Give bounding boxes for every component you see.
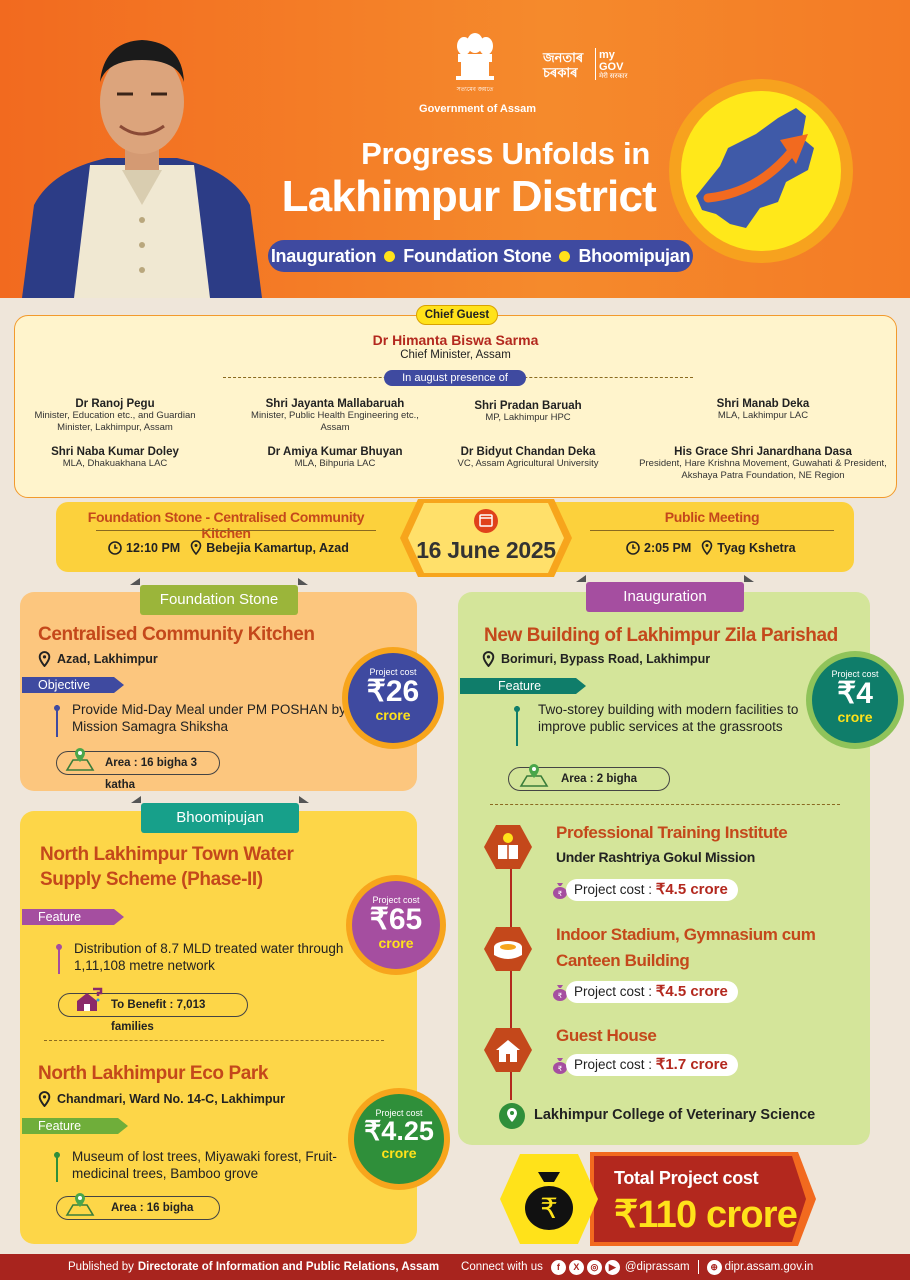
water-tap-home-icon <box>73 985 105 1013</box>
cost-unit: crore <box>378 935 414 951</box>
dot-separator-icon <box>559 251 570 262</box>
inaugurated-item-title-line: Indoor Stadium, Gymnasium cum <box>556 925 816 944</box>
bhoomipujan-tab: Bhoomipujan <box>141 803 299 833</box>
guest-role: President, Hare Krishna Movement, Guwahati & President, Akshaya Patra Foundation, NE Region <box>639 458 887 481</box>
schedule-right-time: 2:05 PM <box>644 540 692 555</box>
bullet-marker <box>516 706 518 746</box>
project-title: New Building of Lakhimpur Zila Parishad <box>484 625 838 646</box>
divider <box>698 1260 699 1274</box>
inauguration-tab: Inauguration <box>586 582 744 612</box>
schedule-right-place: Tyag Kshetra <box>717 540 796 555</box>
area-text: Area : 2 bigha <box>561 773 638 785</box>
schedule-right-info <box>626 540 796 555</box>
map-pin-icon <box>65 746 95 772</box>
cost-label: Project cost <box>375 1108 423 1118</box>
guest-house-icon <box>484 1028 532 1072</box>
mygov-tagline: मेरी सरकार <box>599 73 628 80</box>
objective-flag: Objective <box>22 677 114 693</box>
chief-guest-role: Chief Minister, Assam <box>400 349 511 361</box>
dot-separator-icon <box>384 251 395 262</box>
project-title-line: Supply Scheme (Phase-II) <box>40 869 263 890</box>
x-icon[interactable]: X <box>569 1260 584 1275</box>
national-emblem-icon <box>450 30 500 94</box>
location-pin-icon <box>38 651 51 667</box>
chief-guest-tag: Chief Guest <box>416 305 498 325</box>
schedule-left-info <box>108 540 349 555</box>
chief-guest-name: Dr Himanta Biswa Sarma <box>372 332 539 348</box>
area-text: Area : 16 bigha 3 katha <box>105 757 198 791</box>
cost-amount: ₹65 <box>369 903 423 936</box>
location-text: Chandmari, Ward No. 14-C, Lakhimpur <box>57 1092 286 1106</box>
cost-label: Project cost <box>372 895 420 905</box>
guest-item <box>670 398 856 422</box>
stadium-icon <box>484 927 532 971</box>
cost-amount: ₹26 <box>366 675 420 708</box>
benefit-text: To Benefit : 7,013 families <box>111 999 206 1033</box>
project-cost-badge <box>812 657 898 743</box>
location-pin-icon <box>701 540 713 555</box>
svg-text:₹: ₹ <box>557 1066 563 1073</box>
guest-role: Minister, Public Health Engineering etc., Assam <box>251 410 419 433</box>
foundation-stone-tab: Foundation Stone <box>140 585 298 615</box>
guest-item <box>448 400 608 424</box>
project-cost-badge <box>354 1094 444 1184</box>
mygov-brand: my GOV <box>599 49 624 73</box>
cost-label: Project cost : <box>574 984 656 999</box>
cost-label: Project cost <box>369 667 417 677</box>
cost-label: Project cost <box>831 669 879 679</box>
cost-label: Project cost : <box>574 1057 656 1072</box>
schedule-left-place: Bebejia Kamartup, Azad <box>206 540 349 555</box>
guest-name: Dr Amiya Kumar Bhuyan <box>267 446 403 458</box>
clock-icon <box>626 541 640 555</box>
cost-unit: crore <box>381 1145 417 1161</box>
svg-text:₹: ₹ <box>557 891 563 898</box>
guest-name: His Grace Shri Janardhana Dasa <box>674 446 852 458</box>
inaugurated-item-cost <box>566 981 738 1003</box>
cost-unit: crore <box>375 707 411 723</box>
project-title <box>40 842 294 892</box>
inaugurated-item-title: Guest House <box>556 1026 657 1045</box>
feature-flag: Feature <box>22 1118 118 1134</box>
project-title: North Lakhimpur Eco Park <box>38 1063 269 1084</box>
location-pin-circle-icon <box>498 1102 526 1130</box>
cost-value: ₹4.5 crore <box>655 881 728 898</box>
guest-role: Minister, Education etc., and Guardian Minister, Lakhimpur, Assam <box>34 410 196 433</box>
project-title: Centralised Community Kitchen <box>38 624 315 645</box>
publisher-name: Directorate of Information and Public Relations, Assam <box>137 1261 440 1273</box>
divider <box>44 1040 384 1041</box>
website-link[interactable]: dipr.assam.gov.in <box>724 1261 814 1273</box>
location-pin-icon <box>190 540 202 555</box>
bullet-marker <box>56 705 58 737</box>
training-institute-icon <box>484 825 532 869</box>
pill-item: Foundation Stone <box>403 245 552 266</box>
clock-icon <box>108 541 122 555</box>
guest-item <box>22 446 208 470</box>
area-text: Area : 16 bigha <box>111 1202 194 1214</box>
divider <box>490 804 840 805</box>
guest-role: MLA, Bihpuria LAC <box>294 458 376 469</box>
globe-icon: ⊕ <box>707 1260 722 1275</box>
emblem-motto: সত্যমেব জয়তে <box>456 87 494 93</box>
cost-amount: ₹4 <box>837 677 873 710</box>
divider <box>96 530 376 531</box>
guest-name: Shri Manab Deka <box>716 398 810 410</box>
location-pin-icon <box>482 651 495 667</box>
inaugurated-item-title <box>556 922 816 974</box>
connect-label: Connect with us <box>461 1261 543 1273</box>
mygov-line-1: জনতাৰ <box>543 50 584 65</box>
mygov-logo <box>543 48 633 84</box>
benefit-badge <box>58 993 248 1033</box>
feature-flag: Feature <box>22 909 114 925</box>
guest-item <box>636 446 890 482</box>
svg-text:₹: ₹ <box>557 993 563 1000</box>
pill-item: Bhoomipujan <box>578 245 691 266</box>
youtube-icon[interactable]: ▶ <box>605 1260 620 1275</box>
facebook-icon[interactable]: f <box>551 1260 566 1275</box>
project-location <box>38 651 158 667</box>
guest-name: Shri Naba Kumar Doley <box>51 446 179 458</box>
area-badge <box>56 1196 220 1220</box>
cost-unit: crore <box>837 709 873 725</box>
guest-role: VC, Assam Agricultural University <box>457 458 599 469</box>
project-location <box>38 1091 285 1107</box>
total-cost-amount: ₹110 crore <box>614 1194 798 1236</box>
inaugurated-item-cost <box>566 1054 738 1076</box>
presence-tag: In august presence of <box>384 370 526 386</box>
schedule-left-title: Foundation Stone - Centralised Community Kitchen <box>87 509 365 541</box>
cost-amount: ₹4.25 <box>364 1116 434 1146</box>
schedule-right-title: Public Meeting <box>664 509 760 525</box>
guest-item <box>22 398 208 434</box>
pill-item: Inauguration <box>270 245 377 266</box>
guest-name: Shri Jayanta Mallabaruah <box>265 398 405 410</box>
project-location <box>482 651 710 667</box>
total-cost-label: Total Project cost <box>614 1168 759 1188</box>
map-pin-icon <box>519 762 549 788</box>
title-line-1: Progress Unfolds in <box>361 136 650 171</box>
project-description: Distribution of 8.7 MLD treated water through 1,11,108 metre network <box>74 941 344 973</box>
divider <box>590 530 834 531</box>
svg-text:₹: ₹ <box>540 1192 558 1225</box>
government-label: Government of Assam <box>419 103 536 115</box>
bullet-marker <box>56 1152 58 1182</box>
title-line-2: Lakhimpur District <box>281 172 656 221</box>
project-description: Two-storey building with modern facilities to improve public services at the grassroots <box>538 702 799 734</box>
inaugurated-item-title-line: Canteen Building <box>556 951 690 970</box>
inaugurated-item-title: Professional Training Institute <box>556 823 788 842</box>
guest-name: Dr Bidyut Chandan Deka <box>460 446 596 458</box>
project-cost-badge <box>352 881 440 969</box>
location-text: Azad, Lakhimpur <box>57 652 158 666</box>
college-label: Lakhimpur College of Veterinary Science <box>534 1107 816 1123</box>
inaugurated-item-cost <box>566 879 738 901</box>
guest-item <box>238 398 432 434</box>
inaugurated-item-subtitle: Under Rashtriya Gokul Mission <box>556 849 756 865</box>
feature-flag: Feature <box>460 678 576 694</box>
bullet-marker <box>58 944 60 974</box>
area-badge <box>508 767 670 791</box>
guest-item <box>238 446 432 470</box>
header-banner <box>0 0 910 298</box>
area-badge <box>56 751 220 791</box>
guest-name: Shri Pradan Baruah <box>474 400 582 412</box>
project-title-line: North Lakhimpur Town Water <box>40 844 294 865</box>
social-handle[interactable]: @diprassam <box>624 1261 690 1273</box>
chief-minister-portrait <box>12 30 272 298</box>
guest-item <box>438 446 618 470</box>
cost-label: Project cost : <box>574 882 656 897</box>
cost-value: ₹1.7 crore <box>655 1056 728 1073</box>
event-date: 16 June 2025 <box>416 537 556 563</box>
guest-role: MP, Lakhimpur HPC <box>485 412 571 423</box>
location-pin-icon <box>38 1091 51 1107</box>
project-description: Provide Mid-Day Meal under PM POSHAN by Mission Samagra Shiksha <box>72 702 346 734</box>
published-by-label: Published by <box>68 1261 134 1273</box>
schedule-left-time: 12:10 PM <box>126 540 181 555</box>
map-pin-icon <box>65 1191 95 1217</box>
event-types-pill <box>268 240 693 272</box>
project-description: Museum of lost trees, Miyawaki forest, Fruit-medicinal trees, Bamboo grove <box>72 1149 337 1181</box>
instagram-icon[interactable]: ◎ <box>587 1260 602 1275</box>
footer <box>0 1254 910 1280</box>
guest-role: MLA, Lakhimpur LAC <box>717 410 809 421</box>
guest-role: MLA, Dhakuakhana LAC <box>62 458 168 469</box>
location-text: Borimuri, Bypass Road, Lakhimpur <box>501 652 711 666</box>
guest-name: Dr Ranoj Pegu <box>75 398 155 410</box>
cost-value: ₹4.5 crore <box>655 983 728 1000</box>
district-map-icon <box>668 78 854 264</box>
mygov-line-2: চৰকাৰ <box>543 65 578 80</box>
project-cost-badge <box>348 653 438 743</box>
